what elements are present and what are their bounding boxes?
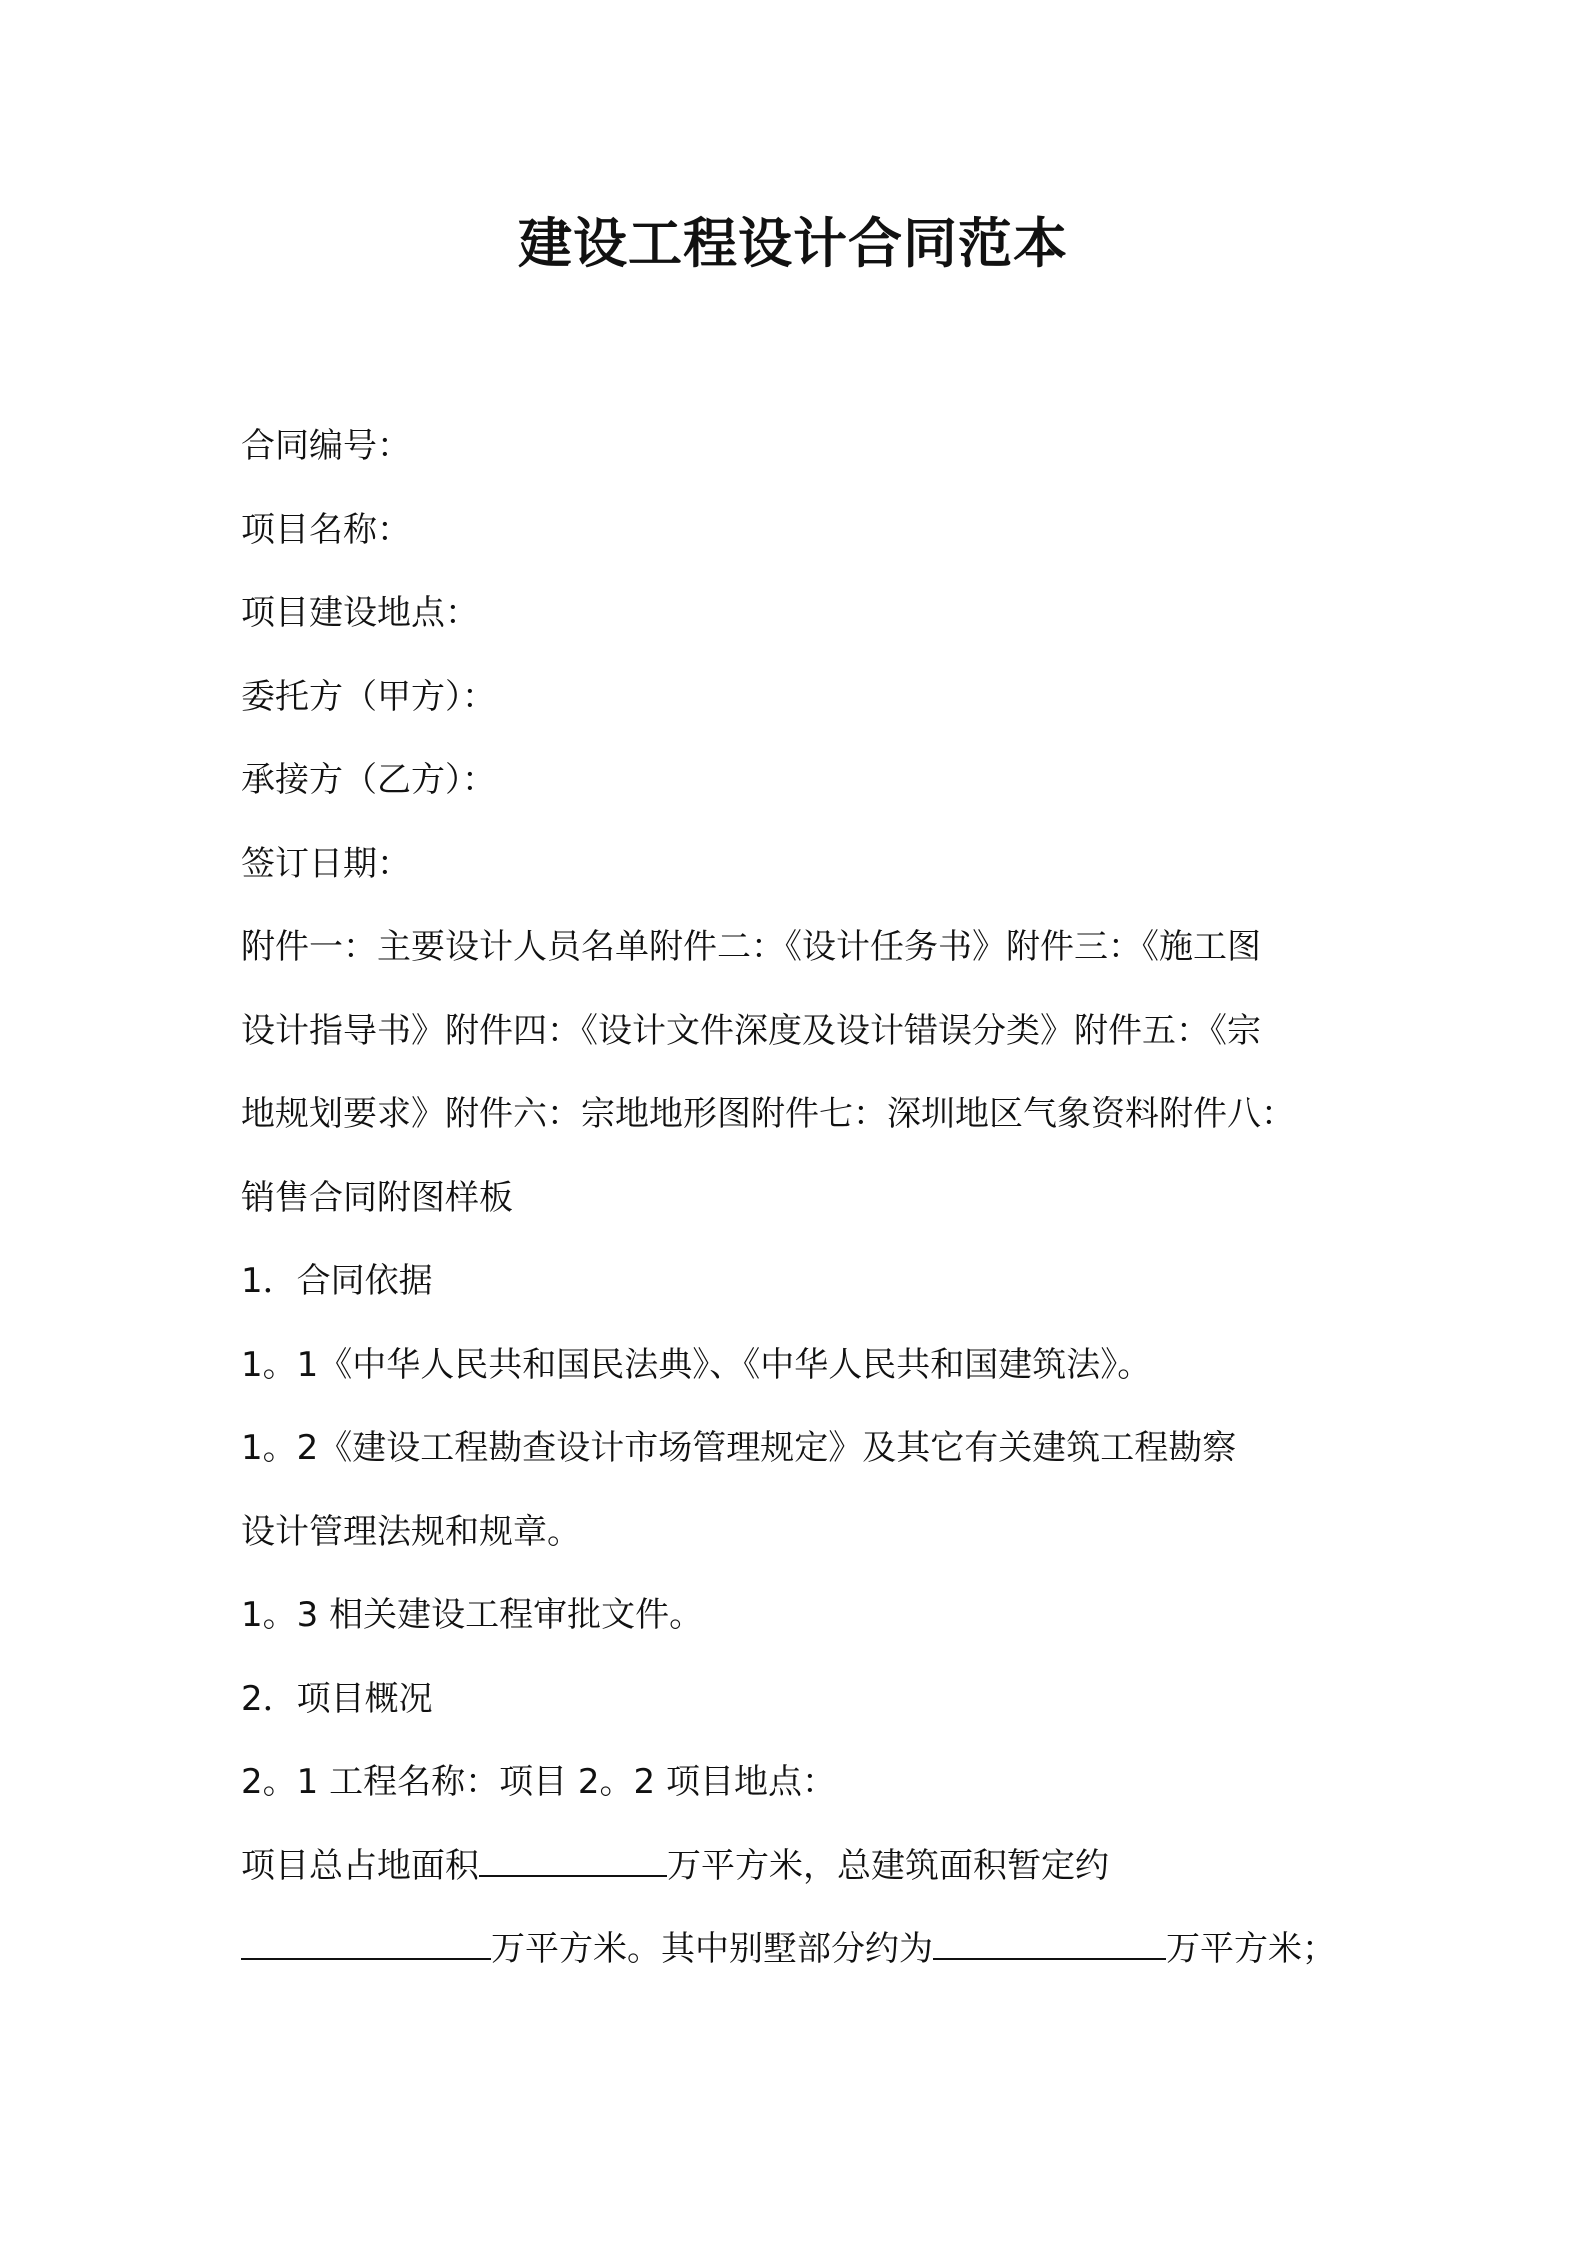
field-project-location: 项目建设地点： bbox=[241, 593, 479, 633]
attachments-line: 地规划要求》附件六：宗地地形图附件七：深圳地区气象资料附件八： bbox=[241, 1094, 1295, 1134]
clause-1-2: 1。2《建设工程勘查设计市场管理规定》及其它有关建筑工程勘察 bbox=[241, 1428, 1237, 1468]
section-2-heading: 2．项目概况 bbox=[241, 1678, 433, 1719]
attachments-line: 附件一：主要设计人员名单附件二：《设计任务书》附件三：《施工图 bbox=[241, 927, 1261, 967]
villa-area-label: 万平方米。其中别墅部分约为 bbox=[491, 1929, 933, 1969]
total-site-area-blank bbox=[479, 1849, 667, 1877]
total-building-area-blank bbox=[241, 1932, 491, 1960]
total-building-area-label: 万平方米，总建筑面积暂定约 bbox=[667, 1845, 1109, 1886]
villa-area-blank bbox=[933, 1932, 1166, 1960]
attachments-line: 设计指导书》附件四：《设计文件深度及设计错误分类》附件五：《宗 bbox=[241, 1010, 1261, 1051]
field-sign-date: 签订日期： bbox=[241, 843, 411, 884]
document-body bbox=[241, 405, 1361, 1992]
section-1-heading: 1．合同依据 bbox=[241, 1261, 433, 1301]
clause-1-2-cont: 设计管理法规和规章。 bbox=[241, 1511, 581, 1552]
clause-2-1: 2。1 工程名称：项目 2。2 项目地点： bbox=[241, 1762, 836, 1802]
field-contract-no: 合同编号： bbox=[241, 426, 411, 466]
villa-area-unit: 万平方米； bbox=[1166, 1929, 1336, 1969]
field-project-name: 项目名称： bbox=[241, 509, 411, 550]
field-party-a: 委托方（甲方）： bbox=[241, 676, 496, 717]
field-party-b: 承接方（乙方）： bbox=[241, 760, 496, 800]
total-site-area-label: 项目总占地面积 bbox=[241, 1845, 479, 1886]
area-line-2 bbox=[241, 1908, 1361, 1992]
clause-1-1: 1。1《中华人民共和国民法典》、《中华人民共和国建筑法》。 bbox=[241, 1344, 1152, 1385]
document-title: 建设工程设计合同范本 bbox=[518, 212, 1068, 275]
clause-1-3: 1。3 相关建设工程审批文件。 bbox=[241, 1595, 704, 1635]
area-line-1 bbox=[241, 1825, 1361, 1909]
attachments-line: 销售合同附图样板 bbox=[241, 1177, 513, 1218]
